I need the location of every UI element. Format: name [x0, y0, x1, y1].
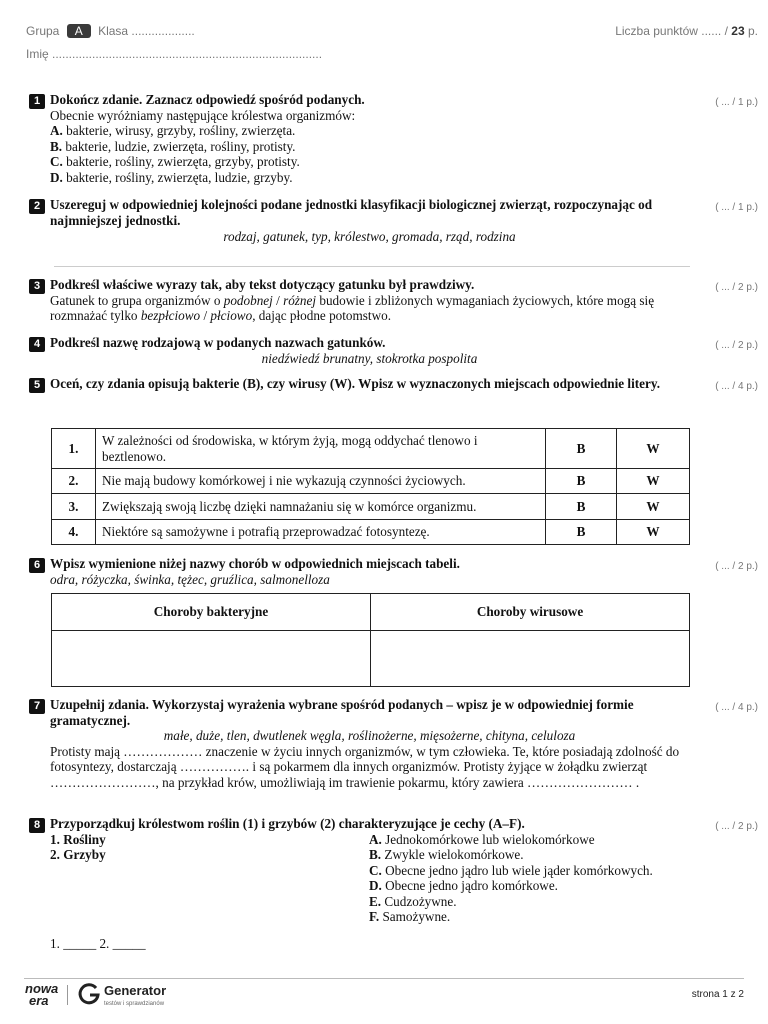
question-title: Oceń, czy zdania opisują bakterie (B), czy wirusy (W). Wpisz w wyznaczonych miejscach odpowiednie litery. [50, 376, 660, 391]
group-class-line [26, 24, 195, 40]
question-7 [29, 697, 689, 790]
answer-line-divider[interactable] [54, 266, 690, 267]
points-total: 23 [731, 24, 745, 38]
question-number-badge: 8 [29, 818, 45, 833]
question-number-badge: 1 [29, 94, 45, 109]
row-number: 2. [52, 469, 96, 494]
table-row [52, 494, 690, 520]
answer-w-cell[interactable]: W [617, 429, 690, 469]
choice-roznej[interactable]: różnej [283, 292, 317, 308]
answer-w-cell[interactable]: W [617, 520, 690, 545]
diseases-table [51, 593, 690, 687]
word-bank: małe, duże, tlen, dwutlenek węgla, roślinożerne, mięsożerne, chityna, celuloza [163, 728, 576, 743]
trait-e: E. Cudzożywne. [369, 893, 457, 909]
answer-w-cell[interactable]: W [617, 494, 690, 520]
bacteria-virus-table [51, 428, 690, 545]
answer-cell-viral[interactable] [371, 631, 690, 687]
question-title: Wpisz wymienione niżej nazwy chorób w odpowiednich miejscach tabeli. [50, 556, 460, 571]
answer-cell-bacterial[interactable] [52, 631, 371, 687]
answer-w-cell[interactable]: W [617, 469, 690, 494]
answer-line[interactable]: 1. _____ 2. _____ [50, 935, 146, 951]
word-bank[interactable]: niedźwiedź brunatny, stokrotka pospolita [261, 350, 478, 366]
trait-b: B. Zwykle wielokomórkowe. [369, 847, 524, 862]
points-summary [615, 24, 758, 40]
page-number: strona 1 z 2 [691, 989, 744, 1000]
nowa-era-logo: nowa era [25, 981, 59, 1008]
row-statement: Niektóre są samożywne i potrafią przeprowadzać fotosyntezę. [96, 520, 546, 545]
word-bank: odra, różyczka, świnka, tężec, gruźlica, salmonelloza [50, 571, 330, 587]
answer-b-cell[interactable]: B [546, 520, 617, 545]
question-title: Uzupełnij zdania. Wykorzystaj wyrażenia wybrane spośród podanych – wpisz je w odpowiedniej formie gramatycznej. [50, 697, 634, 728]
group-label: Grupa [26, 24, 60, 38]
generator-g-icon [77, 982, 101, 1006]
choice-podobnej[interactable]: podobnej [223, 292, 273, 308]
table-header-row [52, 594, 690, 631]
question-number-badge: 7 [29, 699, 45, 714]
option-a[interactable]: A. bakterie, wirusy, grzyby, rośliny, zwierzęta. [50, 123, 296, 138]
question-title: Dokończ zdanie. Zaznacz odpowiedź spośród podanych. [50, 92, 365, 107]
option-b[interactable]: B. bakterie, ludzie, zwierzęta, rośliny, protisty. [50, 138, 296, 154]
question-number-badge: 2 [29, 199, 45, 214]
points-label: Liczba punktów ...... / [615, 24, 728, 38]
question-intro: Obecnie wyróżniamy następujące królestwa organizmów: [50, 107, 356, 123]
points-q6: ( ... / 2 p.) [715, 561, 758, 572]
kingdom-plants: 1. Rośliny [50, 831, 106, 847]
kingdom-fungi: 2. Grzyby [50, 847, 106, 862]
class-label: Klasa ................... [98, 24, 195, 38]
choice-bezplciowo[interactable]: bezpłciowo [140, 308, 201, 323]
answer-b-cell[interactable]: B [546, 429, 617, 469]
footer-divider [24, 978, 744, 979]
table-row [52, 469, 690, 494]
question-number-badge: 4 [29, 337, 45, 352]
row-statement: Nie mają budowy komórkowej i nie wykazują czynności życiowych. [96, 469, 546, 494]
question-number-badge: 5 [29, 378, 45, 393]
points-q3: ( ... / 2 p.) [715, 282, 758, 293]
row-number: 4. [52, 520, 96, 545]
option-d[interactable]: D. bakterie, rośliny, zwierzęta, ludzie, grzyby. [50, 169, 293, 185]
trait-a: A. Jednokomórkowe lub wielokomórkowe [369, 831, 595, 847]
table-answer-row [52, 631, 690, 687]
question-3 [29, 277, 689, 324]
points-q2: ( ... / 1 p.) [715, 202, 758, 213]
points-suffix: p. [747, 24, 758, 38]
question-2 [29, 197, 689, 245]
logo-separator [67, 985, 68, 1005]
row-number: 1. [52, 429, 96, 469]
question-number-badge: 6 [29, 558, 45, 573]
name-line: Imię ................................................................................. [26, 47, 323, 61]
group-badge: A [67, 24, 91, 38]
question-title: Podkreśl właściwe wyrazy tak, aby tekst dotyczący gatunku był prawdziwy. [50, 277, 475, 292]
header-bacterial: Choroby bakteryjne [52, 594, 371, 631]
choice-plciowo[interactable]: płciowo [210, 308, 253, 323]
question-4 [29, 335, 689, 366]
trait-d: D. Obecne jedno jądro komórkowe. [369, 878, 558, 893]
answer-b-cell[interactable]: B [546, 494, 617, 520]
points-q7: ( ... / 4 p.) [715, 702, 758, 713]
question-title: Przyporządkuj królestwom roślin (1) i grzybów (2) charakteryzujące je cechy (A–F). [50, 816, 525, 831]
question-text: Gatunek to grupa organizmów o podobnej / różnej budowie i zbliżonych wymaganiach życiowych, które mogą się rozmnażać tylko bezpłciowo / płciowo, dając płodne potomstwo. [50, 292, 655, 323]
question-5 [29, 376, 689, 392]
fill-in-text[interactable]: Protisty mają ……………… znaczenie w życiu innych organizmów, w tym człowieka. Te, które posiadają zdolność do fotosyntezy, dostarczają ……………. i są pokarmem dla innych organizmów. Protisty żyjące w żołądku zwierząt ……………………, na przykład krów, umożliwiają im trawienie pokarmu, który zawiera …………………… . [50, 743, 680, 790]
question-6 [29, 556, 689, 587]
trait-f: F. Samożywne. [369, 909, 451, 924]
trait-c: C. Obecne jedno jądro lub wiele jąder komórkowych. [369, 862, 653, 878]
question-title: Uszereguj w odpowiedniej kolejności podane jednostki klasyfikacji biologicznej zwierząt, rozpoczynając od najmniejszej jednostki. [50, 197, 653, 228]
header-viral: Choroby wirusowe [371, 594, 690, 631]
row-statement: Zwiększają swoją liczbę dzięki namnażaniu się w komórce organizmu. [96, 494, 546, 520]
question-number-badge: 3 [29, 279, 45, 294]
points-q4: ( ... / 2 p.) [715, 340, 758, 351]
row-number: 3. [52, 494, 96, 520]
question-title: Podkreśl nazwę rodzajową w podanych nazwach gatunków. [50, 335, 386, 350]
option-c[interactable]: C. bakterie, rośliny, zwierzęta, grzyby, protisty. [50, 154, 300, 169]
question-1 [29, 92, 689, 185]
points-q1: ( ... / 1 p.) [715, 97, 758, 108]
row-statement: W zależności od środowiska, w którym żyją, mogą oddychać tlenowo i beztlenowo. [96, 429, 546, 469]
answer-b-cell[interactable]: B [546, 469, 617, 494]
question-8 [29, 816, 689, 951]
word-bank: rodzaj, gatunek, typ, królestwo, gromada, rząd, rodzina [223, 229, 516, 244]
table-row [52, 520, 690, 545]
table-row [52, 429, 690, 469]
points-q8: ( ... / 2 p.) [715, 821, 758, 832]
points-q5: ( ... / 4 p.) [715, 381, 758, 392]
